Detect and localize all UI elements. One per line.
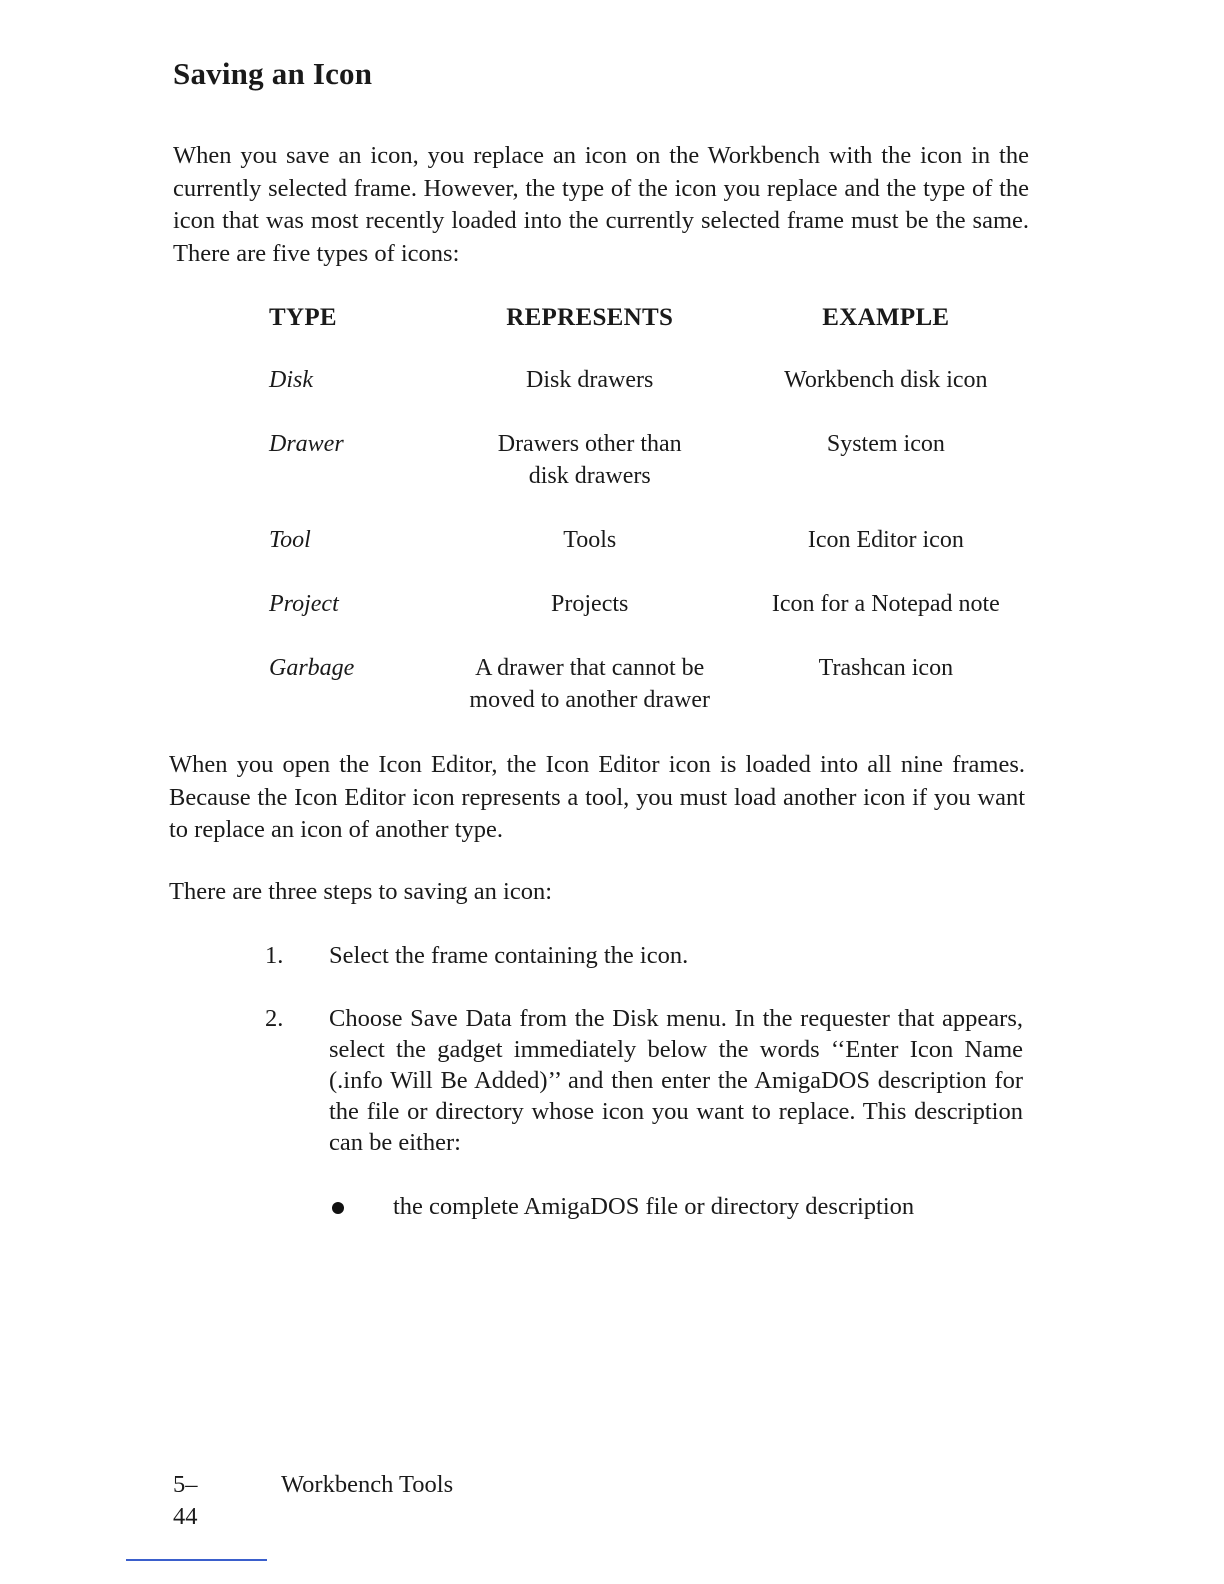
- step-number: 1.: [265, 942, 284, 969]
- represents-line: Projects: [551, 591, 629, 617]
- table-row: [269, 652, 1029, 716]
- header-example: EXAMPLE: [822, 304, 950, 331]
- header-represents: REPRESENTS: [506, 304, 674, 331]
- bullet-text: the complete AmigaDOS file or directory description: [393, 1193, 915, 1220]
- row-example: Workbench disk icon: [784, 367, 988, 393]
- icon-types-table: [269, 300, 1029, 716]
- table-header: [269, 300, 1029, 340]
- row-example: Trashcan icon: [818, 655, 954, 681]
- row-represents: [437, 524, 743, 556]
- row-represents: [437, 652, 743, 716]
- represents-line: Drawers other than: [497, 431, 682, 457]
- table-row: [269, 364, 1029, 396]
- intro-paragraph: When you save an icon, you replace an icon on the Workbench with the icon in the currently selected frame. However, the type of the icon you replace and the type of the icon that was most recently loaded into the currently selected frame must be the same. There are five types of icons:: [173, 142, 1029, 267]
- table-row: [269, 428, 1029, 492]
- step-text: Select the frame containing the icon.: [329, 942, 689, 969]
- page-number: 5–44: [173, 1471, 198, 1530]
- represents-line: A drawer that cannot be: [475, 655, 705, 681]
- steps-intro-paragraph: There are three steps to saving an icon:: [169, 878, 553, 905]
- row-type: Disk: [269, 367, 313, 393]
- represents-line: moved to another drawer: [469, 687, 710, 713]
- scan-artifact-line: [126, 1559, 267, 1561]
- row-represents: [437, 428, 743, 492]
- row-example: System icon: [826, 431, 945, 457]
- row-example: Icon for a Notepad note: [771, 591, 1000, 617]
- table-row: [269, 588, 1029, 620]
- row-example: Icon Editor icon: [807, 527, 964, 553]
- represents-line: Disk drawers: [526, 367, 654, 393]
- row-represents: [437, 364, 743, 396]
- header-type: TYPE: [269, 304, 337, 331]
- bullet-dot-icon: [332, 1202, 344, 1214]
- step-number: 2.: [265, 1005, 284, 1032]
- icon-editor-paragraph: When you open the Icon Editor, the Icon Editor icon is loaded into all nine frames. Because the Icon Editor icon represents a tool, you must load another icon if you want to replace an icon of another type.: [169, 751, 1025, 843]
- row-type: Tool: [269, 527, 311, 553]
- step-text: Choose Save Data from the Disk menu. In the requester that appears, select the gadget immediately below the words ‘‘Enter Icon Name (.info Will Be Added)’’ and then enter the AmigaDOS description for the file or directory whose icon you want to replace. This description can be either:: [329, 1005, 1023, 1156]
- row-type: Project: [269, 591, 339, 617]
- represents-line: Tools: [563, 527, 617, 553]
- row-type: Garbage: [269, 655, 355, 681]
- table-row: [269, 524, 1029, 556]
- row-represents: [437, 588, 743, 620]
- footer-section-title: Workbench Tools: [281, 1471, 454, 1498]
- page-title: Saving an Icon: [173, 56, 373, 91]
- represents-line: disk drawers: [528, 463, 651, 489]
- row-type: Drawer: [269, 431, 344, 457]
